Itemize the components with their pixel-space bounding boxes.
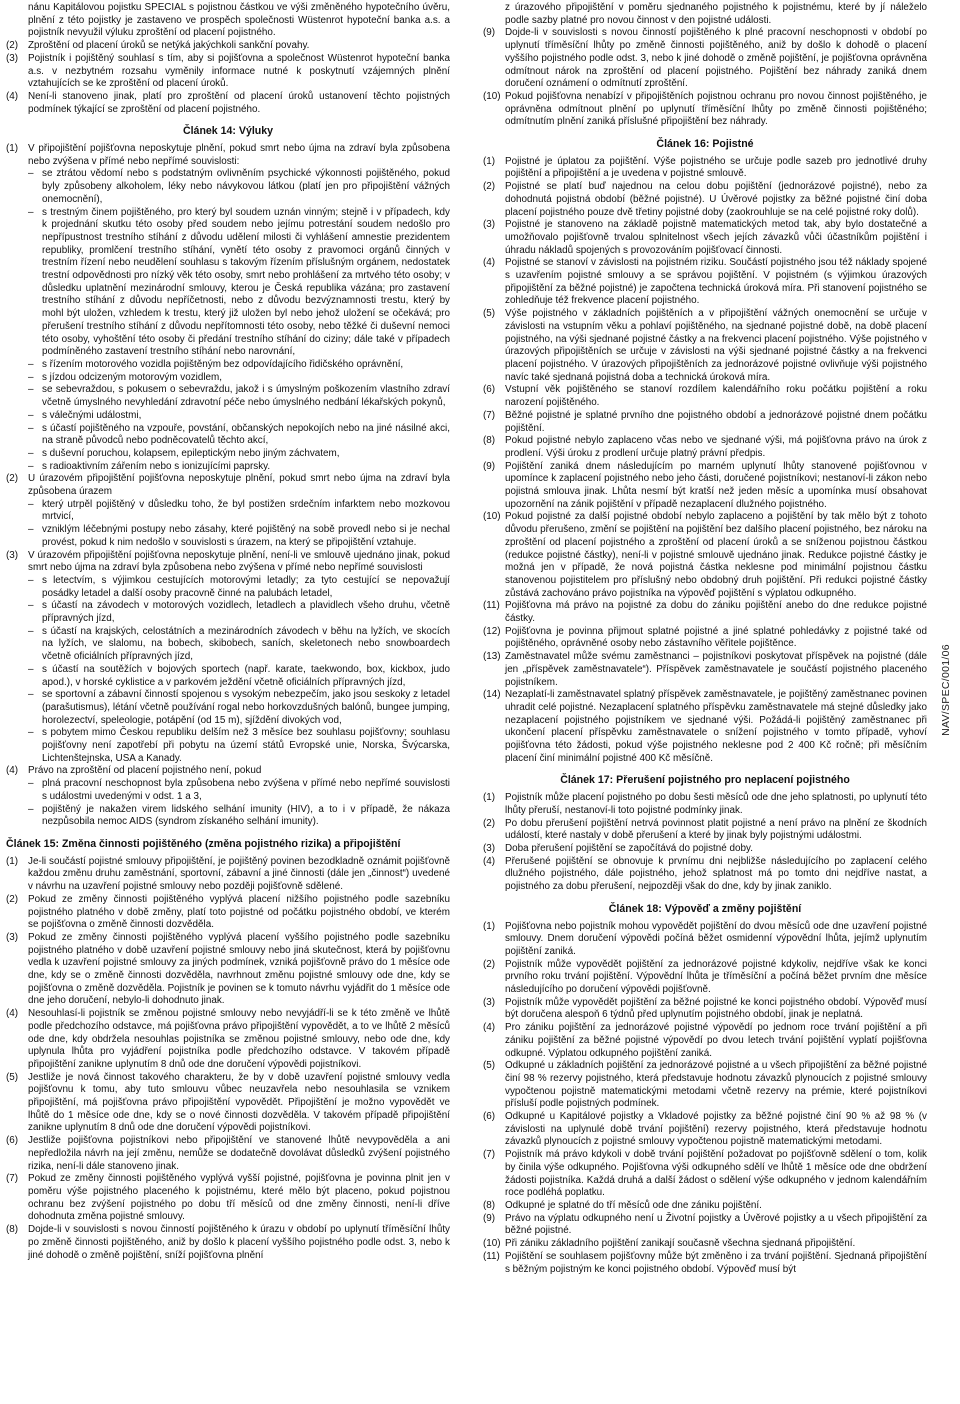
paragraph-number: (9)	[483, 1212, 496, 1224]
numbered-paragraph	[6, 53, 450, 91]
paragraph-text: Po dobu přerušení pojištění netrvá povinnost platit pojistné a není právo na plnění ze škodních událostí, které nastaly v době přerušení a které by jinak byly pojistnými událostmi.	[505, 817, 927, 842]
article-14-paragraph-3: (3) V úrazovém připojištění pojišťovna neposkytuje plnění, není-li ve smlouvě ujednáno jinak, pokud smrt nebo újma na zdraví byla způsobena nebo zvýšena v přímé nebo nepřímé souvislosti	[6, 549, 450, 574]
paragraph-number: (9)	[483, 27, 496, 39]
continued-text: z úrazového připojištění v poměru sjednaného pojistného k pojistnému, které by jí náleželo podle sazby platné pro novou činnost v den pojistné události.	[505, 2, 927, 26]
numbered-paragraph	[483, 91, 927, 129]
paragraph-number	[6, 2, 28, 40]
list-item	[28, 600, 450, 625]
paragraph-number: (2)	[483, 181, 496, 193]
numbered-paragraph	[483, 689, 927, 765]
dash-bullet: –	[28, 358, 34, 370]
list-item-text: s letectvím, s výjimkou cestujících motorovými letadly; za tyto cestující se nepovažují posádky letadel a další osoby pracovně činné na palubách letadel,	[42, 574, 450, 599]
paragraph-number: (3)	[6, 52, 19, 64]
list-item	[28, 410, 450, 423]
dash-bullet: –	[28, 447, 34, 459]
numbered-paragraph	[483, 1213, 927, 1238]
paragraph-number: (8)	[483, 435, 496, 447]
dash-bullet: –	[28, 422, 34, 434]
paragraph-number: (2)	[483, 958, 496, 970]
article-18-title: Článek 18: Výpověď a změny pojištění	[608, 902, 802, 915]
numbered-paragraph	[483, 1060, 927, 1111]
list-item-text: s řízením motorového vozidla pojištěným bez odpovídajícího řidičského oprávnění,	[42, 358, 404, 370]
paragraph-text: Zaměstnavatel může svému zaměstnanci – pojistníkovi poskytovat příspěvek na pojistné (dále jen „příspěvek zaměstnavatele“). Příspěvek zaměstnavatele je součástí pojistného placeného pojistníkem.	[505, 651, 927, 688]
list-item	[28, 524, 450, 549]
paragraph-text: Dojde-li v souvislosti s novou činností pojištěného k úrazu v období po uplynutí tříměsíční lhůty po změně činnosti pojištěného, aniž by došlo k placení vyššího pojistného podle odst. 3, nebo k jiné dohodě o změně pojištění, sníží pojišťovna plnění	[28, 1224, 450, 1261]
numbered-paragraph	[483, 1022, 927, 1060]
paragraph-text: Pojistné se stanoví v závislosti na pojistném riziku. Součástí pojistného jsou též náklady spojené s uzavřením pojistné smlouvy a se správou pojištění. V pojistném (s výjimkou úrazových připojištění za běžné pojistné) je započtena technická úroková míra. Při stanovení pojistného se zohledňuje též frekvence placení pojistného.	[505, 257, 927, 307]
paragraph-number: (9)	[483, 460, 496, 472]
list-item-text: pojištěný je nakažen virem lidského selhání imunity (HIV), a to i v případě, že nákaza nezpůsobila nemoc AIDS (syndrom získaného selhání imunity).	[42, 803, 450, 828]
paragraph-text: nánu Kapitálovou pojistku SPECIAL s pojistnou částkou ve výši změněného hypotečního úvěru, plnění z této pojistky je zastaveno ve prospěch společnosti Wüstenrot hypoteční banka a.s. a pojistník nevyužil výluku zproštění od placení pojistného.	[28, 2, 450, 39]
paragraph-text: Přerušené pojištění se obnovuje k prvnímu dni nejbližše následujícího po zaplacení celého dlužného pojistného, dále pojistného, jehož splatnost má po tomto dni nejdříve nastat, a pojistného za dobu přerušení, nejpozději však do dne, kdy by jinak zaniklo.	[505, 855, 927, 893]
paragraph-text: Pojistník i pojištěný souhlasí s tím, aby si pojišťovna a společnost Wüstenrot hypoteční banka a.s. v nezbytném rozsahu vyměnily informace nutné k poskytnutí vzájemných plnění vztahujících se ke zproštění od placení úroků.	[28, 52, 450, 90]
numbered-paragraph	[6, 894, 450, 932]
paragraph-text: Pokud ze změny činnosti pojištěného vyplývá placení nižšího pojistného podle sazebníku pojistného platného v době změny, platí toto pojistné od počátku pojistného období, ve kterém se pojišťovna o změně činnosti dozvěděla.	[28, 893, 450, 931]
numbered-paragraph	[483, 651, 927, 689]
list-item-text: se ztrátou vědomí nebo s podstatným ovlivněním psychické výkonnosti pojištěného, pokud byly způsobeny alkoholem, léky nebo návykovou látkou (platí jen pro připojištění vážných onemocnění),	[42, 168, 450, 205]
list-item	[28, 626, 450, 664]
paragraph-text: Pojištění se souhlasem pojišťovny může být změněno i za trvání pojištění. Sjednaná připojištění s běžným pojistným ke konci pojistného období. Výpověď musí být	[505, 1250, 927, 1275]
numbered-paragraph	[483, 384, 927, 409]
numbered-paragraph	[483, 511, 927, 600]
dash-bullet: –	[28, 409, 34, 421]
paragraph-text: Pojišťovna je povinna přijmout splatné pojistné a jiné splatné pohledávky z pojistné také od pojištěného, oprávněné osoby nebo zástavního věřitele pojištěnce.	[505, 625, 927, 650]
list-item-text: s účastí na soutěžích v bojových sportech (např. karate, taekwondo, box, kickbox, judo apod.), v horské cyklistice a v parkovém ježdění včetně oficiálních přípravných jízd,	[42, 663, 450, 688]
numbered-paragraph	[483, 1111, 927, 1149]
paragraph-text: Pojistník má právo kdykoli v době trvání pojištění požadovat po pojišťovně sdělení o tom, kolik by činila výše odkupného. Pojišťovna výši odkupného sdělí ve lhůtě 1 měsíce ode dne obdržení žádosti pojistníka. Každá druhá a další žádost o sdělení výše odkupného v jednom kalendářním roce podléhá poplatku.	[505, 1149, 927, 1199]
numbered-paragraph	[483, 856, 927, 894]
article-15-items	[6, 856, 450, 1263]
paragraph-number: (6)	[483, 1111, 496, 1123]
dash-bullet: –	[28, 206, 34, 218]
numbered-paragraph	[483, 997, 927, 1022]
article-16-items	[483, 156, 927, 766]
paragraph-number: (8)	[6, 1224, 19, 1236]
paragraph-number: (1)	[483, 792, 496, 804]
numbered-paragraph	[483, 156, 927, 181]
numbered-paragraph	[483, 1149, 927, 1200]
article-14-list-2	[6, 499, 450, 550]
dash-bullet: –	[28, 574, 34, 586]
intro-section	[6, 2, 450, 116]
paragraph-text: Nesouhlasí-li pojistník se změnou pojistné smlouvy nebo nevyjádří-li se k této změně ve lhůtě podle předchozího odstavce, má pojišťovna právo připojištění vypovědět, a to ve lhůtě 2 měsíců ode dne, kdy obdržela nesouhlas pojistníka se změnou pojistné smlouvy, nebo ode dne, kdy uplynula lhůta pro vyjádření pojistníka podle předchozího odstavce. V takovém případě připojištění zanikne uplynutím 8 dnů ode dne doručení výpovědi pojistníkovi.	[28, 1008, 450, 1070]
paragraph-number: (2)	[6, 40, 19, 52]
list-item-text: s duševní poruchou, kolapsem, epileptickým nebo jiným záchvatem,	[42, 447, 340, 459]
paragraph-text: Pojistník může placení pojistného po dobu šesti měsíců ode dne jeho splatnosti, po uplynutí této lhůty přeruší, nestanoví-li toto pojistné podmínky jinak.	[505, 792, 927, 816]
paragraph-text: Pojišťovna nebo pojistník mohou vypovědět pojištění do dvou měsíců ode dne uzavření pojistné smlouvy. Dnem doručení výpovědi počíná běžet osmidenní výpovědní lhůta, jejímž uplynutím pojištění zaniká.	[505, 920, 927, 957]
paragraph-text: Pojistník může vypovědět pojištění za běžné pojistné ke konci pojistného období. Výpověď musí být doručena alespoň 6 týdnů před uplynutím pojistného období, jinak je neplatná.	[505, 996, 927, 1021]
list-item-text: s trestným činem pojištěného, pro který byl soudem uznán vinným; stejně i v případech, kdy k projednání skutku této osoby před soudem nebo jejímu potrestání soudem nedošlo pro nepřípustnost trestního stíhání z důvodu udělení milosti či vyhlášení amnestie prezidentem republiky, promlčení trestního stíhání, vynětí této osoby z pravomoci orgánů činných v trestním řízení nebo neudělení souhlasu s takovým řízením příslušným orgánem, nedostatek trestní odpovědnosti pro nízký věk této osoby, smrt nebo prohlášení za mrtvého této osoby; v důsledku uplatnění mezinárodní smlouvy, kterou je Česká republika vázána; pro zastavení trestního stíhání z důvodu nepříčetnosti, nebo z důvodu bezvýznamnosti trestu, který by mohl být uložen, vzhledem k trestu, který již uložen byl nebo jehož uložení se očekává; pro přerušení trestního stíhání z důvodu nepřítomnosti této osoby, nebo těžké či duševní nemoci této osoby, vyhoštění této osoby či předání trestního stíhání do ciziny; dále také v případech podmíněného zastavení trestního stíhání nebo narovnání,	[42, 206, 450, 358]
paragraph-number: (4)	[6, 1008, 19, 1020]
article-18-items	[483, 921, 927, 1277]
article-14-paragraph-1: (1) V připojištění pojišťovna neposkytuje plnění, pokud smrt nebo újma na zdraví byla způsobena nebo zvýšena v přímé nebo nepřímé souvislosti:	[6, 143, 450, 167]
right-column	[483, 2, 927, 1276]
numbered-paragraph	[483, 461, 927, 512]
numbered-paragraph	[6, 1224, 450, 1262]
dash-bullet: –	[28, 600, 34, 612]
paragraph-number: (6)	[483, 384, 496, 396]
list-item	[28, 384, 450, 409]
paragraph-number: (3)	[483, 996, 496, 1008]
numbered-paragraph	[6, 2, 450, 40]
paragraph-number: (4)	[483, 855, 496, 867]
numbered-paragraph	[483, 410, 927, 435]
list-item-text: s účastí na závodech v motorových vozidlech, letadlech a plavidlech všeho druhu, včetně přípravných jízd,	[42, 600, 450, 625]
dash-bullet: –	[28, 384, 34, 396]
dash-bullet: –	[28, 371, 34, 383]
paragraph-text: Pojistné je stanoveno na základě pojistně matematických metod tak, aby bylo dostatečné a umožňovalo pojišťovně trvalou splnitelnost všech jejích závazků vůči účastníkům pojištění i úhradu nákladů spojených s provozováním pojišťovací činnosti.	[505, 219, 927, 256]
dash-bullet: –	[28, 803, 34, 815]
dash-bullet: –	[28, 498, 34, 510]
paragraph-text: Není-li stanoveno jinak, platí pro zproštění od placení úroků ustanovení těchto pojistných podmínek týkající se zproštění od placení pojistného.	[28, 90, 450, 115]
paragraph-number: (11)	[483, 1250, 500, 1262]
list-item-text: se sportovní a zábavní činností spojenou s vysokým nebezpečím, jako jsou seskoky z letadel (parašutismus), létání včetně používání rogal nebo horkovzdušných balónů, bungee jumping, horolezectví, speleologie, potápění (od 15 m), sjíždění divokých vod,	[42, 689, 450, 726]
paragraph-text: Pokud ze změny činnosti pojištěného vyplývá vyšší pojistné, pojišťovna je povinna plnit jen v poměru výše pojistného placeného k pojistnému, které mělo být placeno, pokud pojistnou ochranu bez zvýšení pojistného po dobu tří měsíců od dne změny činnosti, není-li dříve dohodnuta změna pojistné smlouvy.	[28, 1173, 450, 1223]
list-item-text: s jízdou odcizeným motorovým vozidlem,	[42, 371, 223, 383]
paragraph-text: Výše pojistného v základních pojištěních a v připojištění vážných onemocnění se určuje v závislosti na vstupním věku a pohlaví pojištěného, na sjednané pojistné době, na době placení pojistného, na výši sjednané pojistné částky a na frekvenci placení pojistného. Výše pojistného v úrazových připojištěních se určuje v závislosti na výši sjednané pojistné částky a na frekvenci placení pojistného. V úrazových připojištěních za jednorázové pojistné ovlivňuje výši pojistného navíc také sjednaná pojistná doba a technická úroková míra.	[505, 308, 927, 383]
list-item-text: vzniklým léčebnými postupy nebo zásahy, které pojištěný na sobě provedl nebo si je nechal provést, pokud k nim nedošlo v souvislosti s úrazem, na který se připojištění vztahuje.	[42, 524, 450, 548]
numbered-paragraph	[483, 792, 927, 817]
numbered-paragraph	[483, 921, 927, 959]
numbered-paragraph	[483, 219, 927, 257]
article-14-paragraph-2: (2) U úrazovém připojištění pojišťovna neposkytuje plnění, pokud smrt nebo újma na zdraví byla způsobena úrazem	[6, 473, 450, 498]
paragraph-text: Pokud pojistné nebylo zaplaceno včas nebo ve sjednané výši, má pojišťovna právo na úrok z prodlení. Výši úroku z prodlení určuje platný právní předpis.	[505, 435, 927, 459]
list-item-text: s účastí na krajských, celostátních a mezinárodních závodech v běhu na lyžích, ve skocích na lyžích, ve slalomu, na bobech, skibobech, saních, skeletonech nebo snowboardech včetně oficiálních přípravných jízd,	[42, 625, 450, 663]
paragraph-text: Pokud pojišťovna nenabízí v připojištěních pojistnou ochranu pro novou činnost pojištěného, je oprávněna odmítnout plnění po uplynutí tříměsíční lhůty po změně činnosti pojištěného; odmítnutím plnění zaniká příslušné připojištění bez náhrady.	[505, 90, 927, 128]
paragraph-text: Pojistník může vypovědět pojištění za jednorázové pojistné kdykoliv, nejdříve však ke konci prvního roku trvání pojištění. Výpovědní lhůta je tříměsíční a počíná běžet prvním dne měsíce následujícího po doručení výpovědi pojišťovně.	[505, 958, 927, 996]
paragraph-text: Je-li součástí pojistné smlouvy připojištění, je pojištěný povinen bezodkladně oznámit pojišťovně každou změnu druhu zaměstnání, sportovní, zábavní a jiné činnosti (dále jen „činnost“) uvedené v návrhu na uzavření pojistné smlouvy nebo později pojišťovně sdělené.	[28, 855, 450, 893]
list-item	[28, 778, 450, 803]
list-item	[28, 804, 450, 829]
paragraph-text: Pro zániku pojištění za jednorázové pojistné výpovědí po jednom roce trvání pojištění a při zániku pojištění za běžné pojistné výpovědí po dvou letech trvání pojištění vyplatí pojišťovna odkupné. Výplatou odkupného pojištění zaniká.	[505, 1022, 927, 1059]
list-item	[28, 575, 450, 600]
article-14-paragraph-4: (4) Právo na zproštění od placení pojistného není, pokud	[6, 765, 262, 777]
numbered-paragraph	[483, 1238, 927, 1251]
article-17-title: Článek 17: Přerušení pojistného pro neplacení pojistného	[560, 774, 850, 787]
numbered-paragraph	[483, 600, 927, 625]
numbered-paragraph	[483, 1200, 927, 1213]
list-item-text: s radioaktivním zářením nebo s ionizujícími paprsky.	[42, 460, 271, 472]
list-item	[28, 372, 450, 385]
article-17-items	[483, 792, 927, 894]
paragraph-number: (3)	[6, 931, 19, 943]
numbered-paragraph	[483, 818, 927, 843]
paragraph-number: (4)	[483, 1022, 496, 1034]
paragraph-number: (7)	[483, 409, 496, 421]
paragraph-text: Odkupné u základních pojištění za jednorázové pojistné a u všech připojištění za běžné pojistné činí 98 % rezervy pojistného, která představuje hodnotu závazků plynoucích z pojistné smlouvy vypočtenou pojistně matematickými metodami včetně rezervy na prémie, které pojistníkovi přísluší podle pojistných podmínek.	[505, 1060, 927, 1110]
paragraph-text: Nezaplatí-li zaměstnavatel splatný příspěvek zaměstnavatele, je pojištěný zaměstnanec povinen uhradit celé pojistné. Nezaplacení splatného příspěvku zaměstnavatele má stejné důsledky jako nezaplacení pojistného pojistníkem ve sjednané výši. Požádá-li pojištěný zaměstnanec při ukončení placení příspěvku zaměstnavatele o snížení pojistného v tomto případě, vyhoví pojišťovna této žádosti, pokud výše pojistného neklesne pod 2 400 Kč ročně; při měsíčním placení činí minimální pojistné 400 Kč měsíčně.	[505, 689, 927, 764]
dash-bullet: –	[28, 524, 34, 536]
paragraph-text: Dojde-li v souvislosti s novou činností pojištěného k plné pracovní neschopnosti v období po uplynutí tříměsíční lhůty po změně činnosti pojištěného, aniž by došlo k dohodě o placení vyššího pojistného podle odst. 3, nebo k jiné dohodě o změně pojištění, je pojišťovna oprávněna odmítnout nárok na zproštění od placení pojistného. Pojištění bez náhrady zaniká dnem doručení oznámení o odmítnutí zproštění.	[505, 27, 927, 90]
paragraph-text: Při zániku základního pojištění zanikají současně všechna sjednaná připojištění.	[505, 1238, 856, 1250]
paragraph-text: Vstupní věk pojištěného se stanoví rozdílem kalendářního roku počátku pojištění a roku narození pojištěného.	[505, 384, 927, 409]
numbered-paragraph	[6, 1072, 450, 1136]
paragraph-text: Jestliže pojišťovna pojistníkovi nebo připojištění ve stanovené lhůtě nevypověděla a ani nepředložila návrh na její změnu, nemůže se dodatečně dovolávat důsledků zvýšení pojistného rizika, není-li dále stanoveno jinak.	[28, 1135, 450, 1172]
paragraph-number: (11)	[483, 600, 500, 612]
list-item	[28, 168, 450, 206]
list-item-text: s účastí pojištěného na vzpouře, povstání, občanských nepokojích nebo na jiné násilné akci, na straně původců nebo podněcovatelů těchto akcí,	[42, 422, 450, 447]
numbered-paragraph	[6, 1173, 450, 1224]
paragraph-number: (1)	[6, 855, 19, 867]
numbered-paragraph	[6, 1135, 450, 1173]
paragraph-number: (7)	[6, 1173, 19, 1185]
numbered-paragraph	[6, 91, 450, 116]
paragraph-number: (10)	[483, 1238, 501, 1250]
numbered-paragraph	[483, 257, 927, 308]
paragraph-text: Doba přerušení pojištění se započítává do pojistné doby.	[505, 843, 753, 854]
list-item-text: který utrpěl pojištěný v důsledku toho, že byl postižen srdečním infarktem nebo mozkovou mrtvicí,	[42, 498, 450, 523]
numbered-paragraph	[483, 1251, 927, 1276]
list-item	[28, 423, 450, 448]
list-item	[28, 689, 450, 727]
numbered-paragraph	[6, 1008, 450, 1072]
paragraph-text: Zproštění od placení úroků se netýká jakýchkoli sankční povahy.	[28, 40, 310, 52]
numbered-paragraph	[483, 959, 927, 997]
paragraph-text: Pojištění zaniká dnem následujícím po marném uplynutí lhůty stanovené pojišťovnou v upomínce k zaplacení pojistného nebo jeho části, doručené pojistníkovi; nestanoví-li zákon nebo pojistná smlouva jinak. Lhůta nesmí být kratší než jeden měsíc a upomínka musí obsahovat upozornění na zánik pojištění v případě nezaplacení dlužného pojistného.	[505, 460, 927, 510]
dash-bullet: –	[28, 663, 34, 675]
paragraph-number: (10)	[483, 90, 501, 102]
article-14-title: Článek 14: Výluky	[182, 125, 274, 138]
paragraph-number: (3)	[483, 219, 496, 231]
paragraph-number: (14)	[483, 689, 501, 701]
article-16-title: Článek 16: Pojistné	[656, 138, 754, 151]
numbered-paragraph	[483, 843, 927, 856]
numbered-paragraph	[483, 181, 927, 219]
paragraph-number: (5)	[483, 308, 496, 320]
dash-bullet: –	[28, 689, 34, 701]
paragraph-number: (6)	[6, 1135, 19, 1147]
dash-bullet: –	[28, 778, 34, 790]
list-item	[28, 664, 450, 689]
paragraph-number: (7)	[483, 1149, 496, 1161]
list-item	[28, 359, 450, 372]
list-item	[28, 727, 450, 765]
paragraph-number: (12)	[483, 625, 501, 637]
list-item-text: se sebevraždou, s pokusem o sebevraždu, jakož i s úmyslným poškozením vlastního zdraví včetně úmyslného nevyhledání zdravotní péče nebo úmyslného nedbání lékařských pokynů,	[42, 384, 450, 409]
numbered-paragraph	[483, 308, 927, 384]
paragraph-number: (1)	[483, 920, 496, 932]
numbered-paragraph	[6, 856, 450, 894]
article-14-list-4	[6, 778, 450, 829]
numbered-paragraph	[6, 40, 450, 53]
numbered-paragraph	[483, 27, 927, 91]
list-item-text: plná pracovní neschopnost byla způsobena nebo zvýšena v přímé nebo nepřímé souvislosti s událostmi uvedenými v odst. 1 a 3,	[42, 778, 450, 802]
paragraph-number: (4)	[483, 257, 496, 269]
numbered-paragraph	[6, 932, 450, 1008]
article-15-items-continued	[483, 27, 927, 129]
paragraph-text: Právo na výplatu odkupného není u Životní pojistky a Úvěrové pojistky a u všech připojištění za běžné pojistné.	[505, 1212, 927, 1237]
numbered-paragraph	[483, 626, 927, 651]
paragraph-text: Pojišťovna má právo na pojistné za dobu do zániku pojištění anebo do dne redukce pojistné částky.	[505, 600, 927, 625]
list-item	[28, 461, 450, 474]
dash-bullet: –	[28, 168, 34, 180]
paragraph-number: (3)	[483, 843, 496, 854]
numbered-paragraph	[483, 435, 927, 460]
paragraph-text: Pojistné se platí buď najednou na celou dobu pojištění (jednorázové pojistné), nebo za dohodnutá pojistná období (běžné pojistné). U Úvěrové pojistky za běžné pojistné činí doba placení pojistného pouze dvě třetiny pojistné doby (zaokrouhluje se na celé pojistné roky dolů).	[505, 181, 927, 218]
paragraph-text: Běžné pojistné je splatné prvního dne pojistného období a jednorázové pojistné dnem počátku pojištění.	[505, 409, 927, 434]
left-column	[6, 2, 450, 1262]
paragraph-number: (5)	[483, 1060, 496, 1072]
paragraph-text: Odkupné je splatné do tří měsíců ode dne zániku pojištění.	[505, 1199, 762, 1211]
paragraph-number: (4)	[6, 90, 19, 102]
paragraph-number: (10)	[483, 511, 501, 523]
paragraph-number: (1)	[483, 155, 496, 167]
article-14-list-1	[6, 168, 450, 473]
paragraph-text: Pojistné je úplatou za pojištění. Výše pojistného se určuje podle sazeb pro jednotlivé druhy pojištění a připojištění a je uvedena v pojistné smlouvě.	[505, 155, 927, 180]
article-15-title: Článek 15: Změna činnosti pojištěného (změna pojistného rizika) a připojištění	[6, 838, 401, 850]
document-code: NAV/SPEC/001/06	[940, 644, 952, 736]
paragraph-number: (2)	[483, 817, 496, 829]
paragraph-number: (8)	[483, 1199, 496, 1211]
paragraph-number: (13)	[483, 651, 501, 663]
list-item	[28, 207, 450, 359]
paragraph-number: (2)	[6, 893, 19, 905]
list-item-text: s pobytem mimo Českou republiku delším než 3 měsíce bez souhlasu pojišťovny; souhlasu pojišťovny není zapotřebí při pobytu na území států Evropské unie, Norska, Švýcarska, Lichtenštejnska, USA a Kanady.	[42, 727, 450, 764]
paragraph-text: Pokud ze změny činnosti pojištěného vyplývá placení vyššího pojistného podle sazebníku pojistného platného v době uzavření pojistné smlouvy nebo jiná skutečnost, která by pojišťovnu vedla k uzavření pojistné smlouvy za jiných podmínek, vzniká pojišťovně právo do 1 měsíce ode dne, kdy se o změně činnosti dozvěděla, navrhnout změnu pojistné smlouvy ode dne, kdy se pojišťovna o změně dozvěděla. Pojistník je povinen se k tomuto návrhu vyjádřit do 1 měsíce ode dne jeho doručení, nebylo-li dohodnuto jinak.	[28, 931, 450, 1007]
dash-bullet: –	[28, 460, 34, 472]
list-item	[28, 448, 450, 461]
paragraph-text: Pokud pojistné za další pojistné období nebylo zaplaceno a pojištění by tak mělo být z tohoto důvodu přerušeno, změní se pojištění na pojištění bez dalšího placení pojistného, bez nároku na zproštění od placení pojistného a zproštění od placení úroků a se sníženou pojistnou částkou (redukce pojistné částky), není-li v pojistné smlouvě ujednáno jinak. Redukce pojistné částky je možná jen v případě, že nová pojistná částka neklesne pod minimální pojistnou částku stanovenou pojistitelem pro příslušný nebo obdobný druh pojištění. Při redukci pojistné částky zůstává zachováno právo pojistníka na výpověď pojištění s výplatou odkupného.	[505, 511, 927, 599]
article-14-list-3	[6, 575, 450, 766]
paragraph-text: Odkupné u Kapitálové pojistky a Vkladové pojistky za běžné pojistné činí 90 % až 98 % (v závislosti na uplynulé době trvání pojištění) rezervy pojistného, která představuje hodnotu závazků plynoucích z pojistné smlouvy vypočtenou pojistně matematickými metodami.	[505, 1111, 927, 1148]
paragraph-number: (5)	[6, 1071, 19, 1083]
list-item-text: s válečnými událostmi,	[42, 409, 142, 421]
list-item	[28, 499, 450, 524]
dash-bullet: –	[28, 625, 34, 637]
paragraph-text: Jestliže je nová činnost takového charakteru, že by v době uzavření pojistné smlouvy vedla pojišťovnu k tomu, aby tuto smlouvu vůbec neuzavřela nebo nesouhlasila se vznikem připojištění, má pojišťovna právo připojištění vypovědět. Připojištění je možno vypovědět ve lhůtě do 1 měsíce ode dne, kdy se o nové činnosti dozvěděla. V takovém případě připojištění zanikne uplynutím 8 dnů ode dne doručení výpovědi pojistníkovi.	[28, 1071, 450, 1134]
dash-bullet: –	[28, 727, 34, 739]
